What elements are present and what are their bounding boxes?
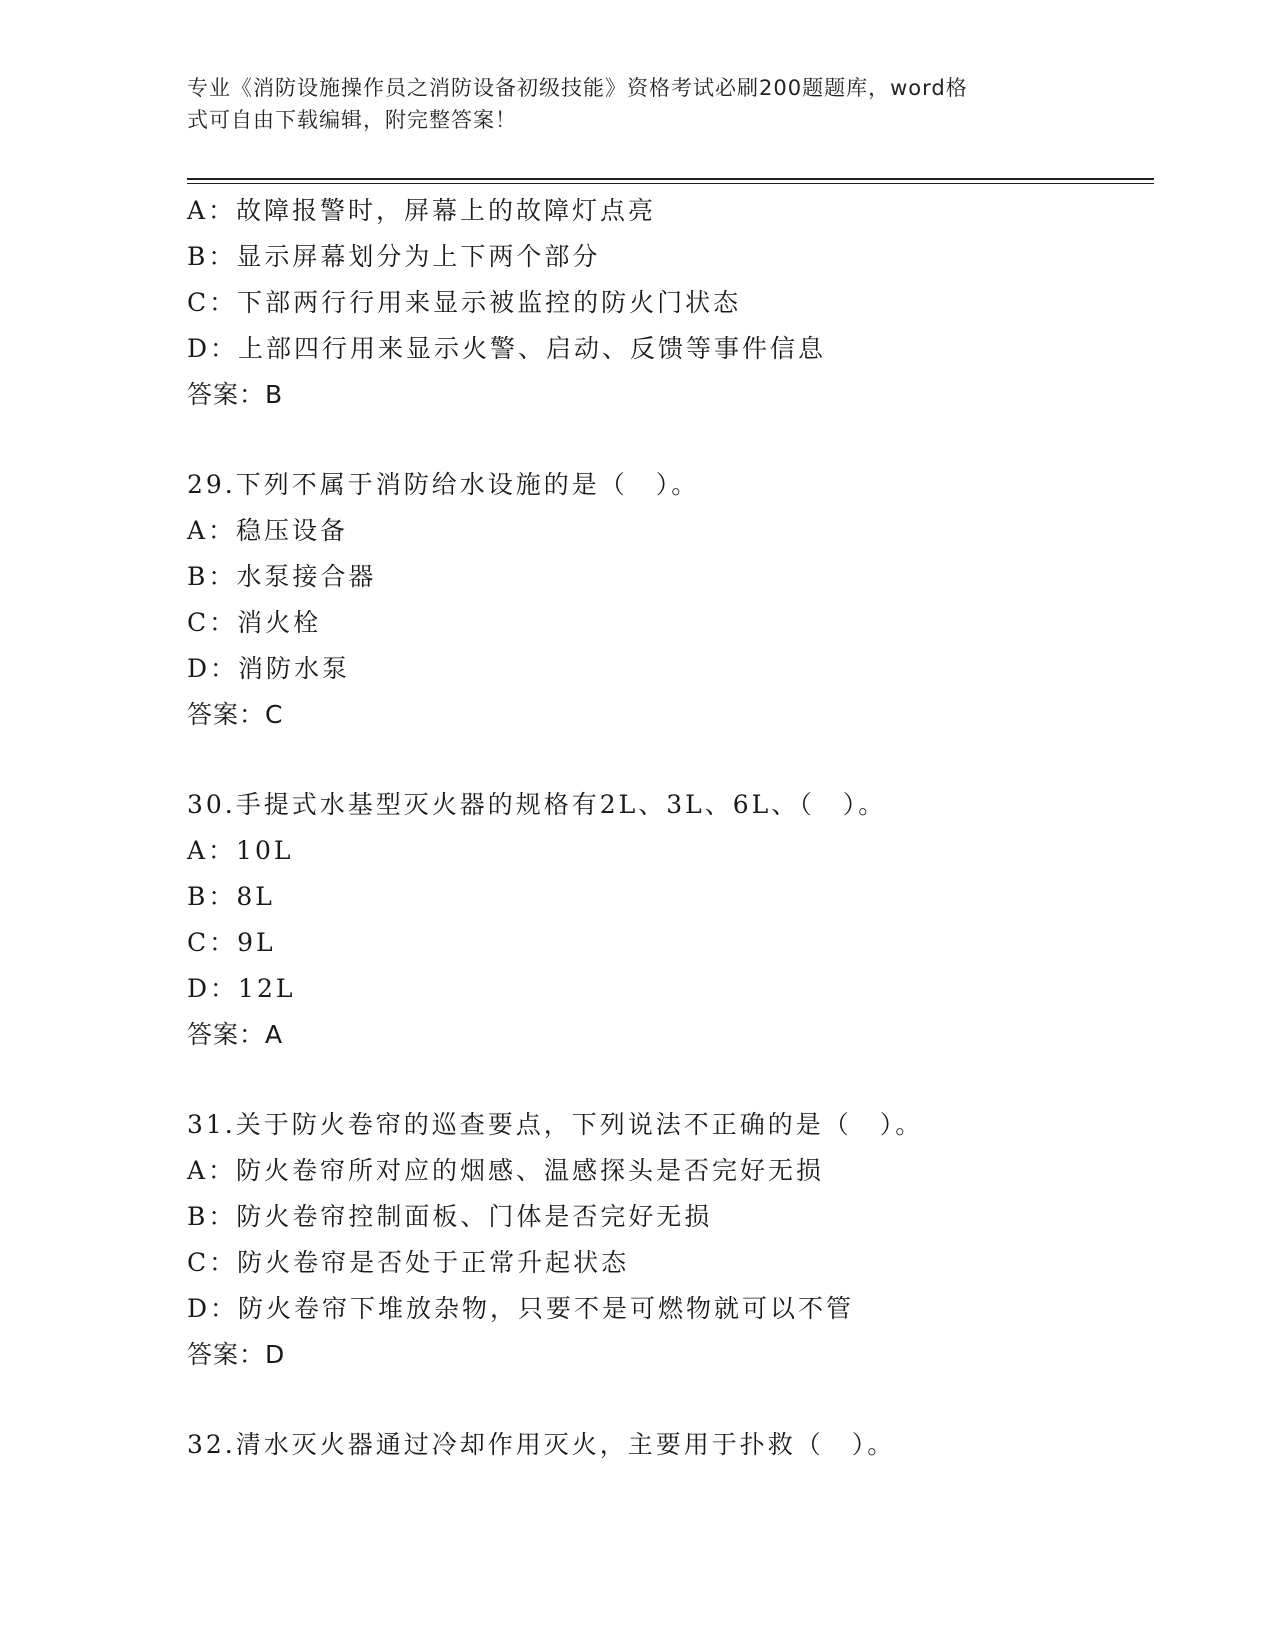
question-text: 29.下列不属于消防给水设施的是（ ）。 [187, 470, 700, 499]
option-a: A：故障报警时，屏幕上的故障灯点亮 [187, 196, 657, 225]
header-divider-thin [187, 183, 1154, 184]
option-a: A：稳压设备 [187, 516, 349, 545]
question-block-30 [187, 782, 1147, 1058]
option-d: D：防火卷帘下堆放杂物，只要不是可燃物就可以不管 [187, 1294, 855, 1323]
question-text: 30.手提式水基型灭火器的规格有2L、3L、6L、（ ）。 [187, 790, 887, 819]
question-block-29 [187, 462, 1147, 738]
option-c: C：下部两行行用来显示被监控的防火门状态 [187, 288, 742, 317]
question-block-28 [187, 188, 1147, 418]
option-b: B：水泵接合器 [187, 562, 377, 591]
answer-text: 答案：B [187, 380, 284, 409]
option-d: D：上部四行用来显示火警、启动、反馈等事件信息 [187, 334, 827, 363]
answer-text: 答案：D [187, 1340, 286, 1369]
option-c: C：9L [187, 928, 276, 957]
option-b: B：8L [187, 882, 275, 911]
option-b: B：防火卷帘控制面板、门体是否完好无损 [187, 1202, 713, 1231]
question-text: 31.关于防火卷帘的巡查要点，下列说法不正确的是（ ）。 [187, 1110, 924, 1139]
answer-text: 答案：A [187, 1020, 284, 1049]
header-divider [187, 178, 1154, 180]
spacer [187, 1058, 1147, 1102]
spacer [187, 1378, 1147, 1422]
question-block-31 [187, 1102, 1147, 1378]
question-list [187, 188, 1147, 1468]
option-a: A：防火卷帘所对应的烟感、温感探头是否完好无损 [187, 1156, 825, 1185]
option-b: B：显示屏幕划分为上下两个部分 [187, 242, 601, 271]
header-line-1: 专业《消防设施操作员之消防设备初级技能》资格考试必刷200题题库，word格 [187, 76, 968, 100]
option-d: D：消防水泵 [187, 654, 351, 683]
spacer [187, 738, 1147, 782]
option-c: C：防火卷帘是否处于正常升起状态 [187, 1248, 630, 1277]
header-line-2: 式可自由下载编辑，附完整答案！ [187, 108, 517, 132]
option-a: A：10L [187, 836, 294, 865]
spacer [187, 418, 1147, 462]
answer-text: 答案：C [187, 700, 284, 729]
page-header [187, 72, 1067, 136]
option-d: D：12L [187, 974, 296, 1003]
option-c: C：消火栓 [187, 608, 322, 637]
question-text: 32.清水灭火器通过冷却作用灭火，主要用于扑救（ ）。 [187, 1430, 896, 1459]
question-block-32 [187, 1422, 1147, 1468]
